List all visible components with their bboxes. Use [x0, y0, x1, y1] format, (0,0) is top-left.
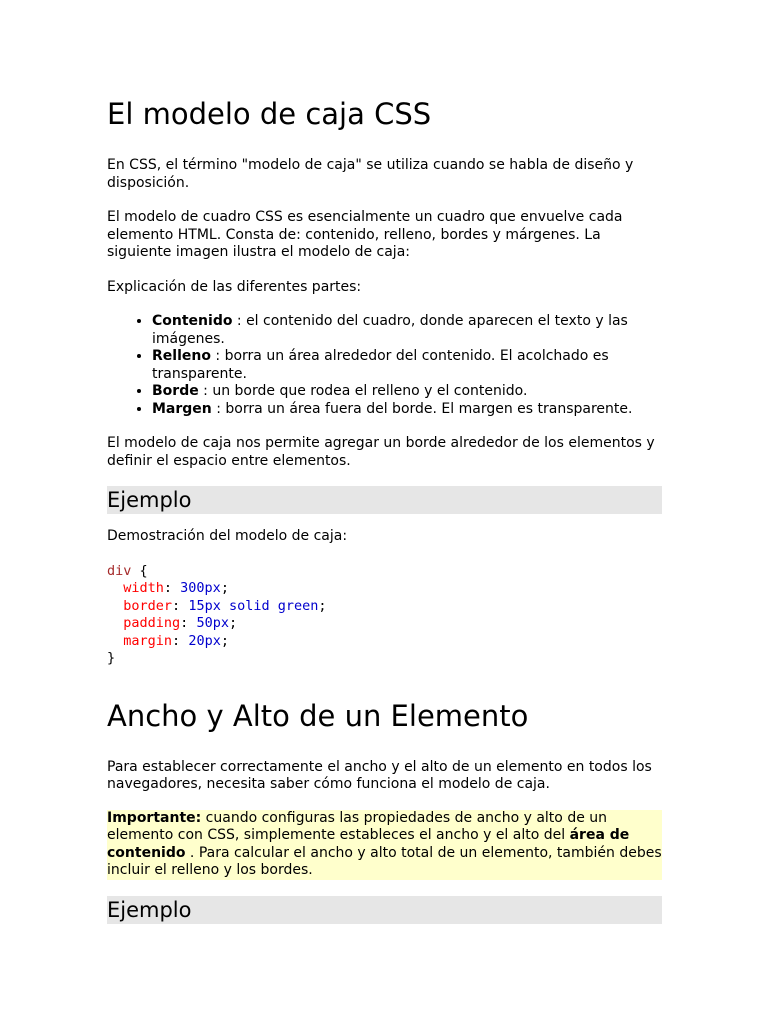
example-heading-2: Ejemplo	[107, 896, 662, 924]
width-height-paragraph: Para establecer correctamente el ancho y el alto de un elemento en todos los navegadores, necesita saber cómo funciona el modelo de caja.	[107, 758, 652, 792]
code-value: 20px	[188, 632, 221, 649]
list-item	[152, 348, 662, 383]
code-property: width	[123, 580, 164, 596]
page-title: El modelo de caja CSS	[107, 97, 432, 131]
list-item-desc: : borra un área alrededor del contenido. El acolchado es transparente.	[152, 348, 609, 382]
example-caption: Demostración del modelo de caja:	[107, 528, 348, 544]
code-property: margin	[123, 632, 173, 649]
list-item-term: Relleno	[152, 348, 211, 364]
code-block: div { width: 300px; border: 15px solid green; padding: 50px; margin: 20px; }	[107, 562, 327, 666]
list-item-term: Contenido	[152, 313, 233, 329]
box-model-paragraph: El modelo de cuadro CSS es esencialmente un cuadro que envuelve cada elemento HTML. Consta de: contenido, relleno, bordes y márgenes. La siguiente imagen ilustra el modelo de caja:	[107, 209, 623, 260]
list-item-term: Margen	[152, 400, 212, 417]
note-text-end: . Para calcular el ancho y alto total de un elemento, también debes incluir el relleno y los bordes.	[107, 844, 662, 878]
section-title: Ancho y Alto de un Elemento	[107, 698, 529, 733]
note-label: Importante:	[107, 809, 202, 826]
code-value: 300px	[180, 580, 221, 596]
list-item-desc: : un borde que rodea el relleno y el contenido.	[198, 383, 528, 399]
list-item	[152, 383, 662, 401]
code-property: padding	[123, 615, 181, 631]
list-item-desc: : el contenido del cuadro, donde aparecen el texto y las imágenes.	[152, 313, 628, 347]
intro-paragraph: En CSS, el término "modelo de caja" se utiliza cuando se habla de diseño y disposición.	[107, 157, 634, 191]
code-close-brace: }	[107, 650, 116, 666]
code-value: 15px solid green	[188, 597, 319, 614]
important-note	[107, 810, 662, 880]
code-selector: div	[107, 562, 132, 579]
code-open-brace: {	[131, 562, 148, 579]
note-bold: área de contenido	[107, 827, 630, 861]
code-property: border	[123, 597, 173, 614]
parts-list	[107, 313, 662, 418]
parts-intro-paragraph: Explicación de las diferentes partes:	[107, 278, 362, 295]
note-text: cuando configuras las propiedades de ancho y alto de un elemento con CSS, simplemente estableces el ancho y el alto del	[107, 809, 608, 843]
list-item	[152, 313, 662, 348]
example-heading: Ejemplo	[107, 486, 662, 514]
list-item	[152, 401, 662, 419]
list-item-desc: : borra un área fuera del borde. El margen es transparente.	[211, 400, 633, 417]
list-item-term: Borde	[152, 383, 199, 399]
document-content	[107, 96, 662, 924]
code-value: 50px	[196, 615, 229, 631]
summary-paragraph: El modelo de caja nos permite agregar un borde alrededor de los elementos y definir el espacio entre elementos.	[107, 435, 655, 469]
